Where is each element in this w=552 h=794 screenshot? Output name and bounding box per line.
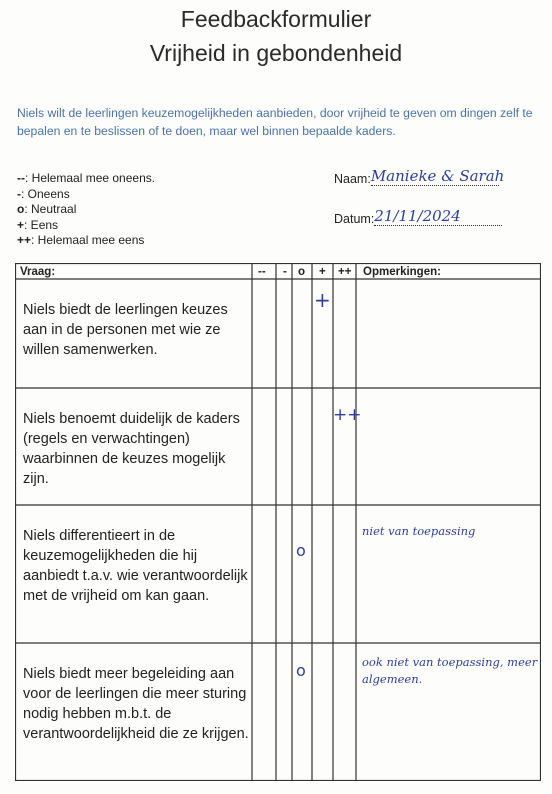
date-value: 21/11/2024 bbox=[374, 207, 461, 225]
rating-mark-strongly-agree: ++ bbox=[333, 405, 362, 425]
intro-text: Niels wilt de leerlingen keuzemogelijkheden aanbieden, door vrijheid te geven om dingen zelf te bepalen en te beslissen of te doen, maar wel binnen bepaalde kaders. bbox=[17, 106, 533, 138]
header-remarks: Opmerkingen: bbox=[363, 266, 441, 278]
form-subtitle: Vrijheid in gebondenheid bbox=[149, 40, 403, 66]
header-agree: + bbox=[319, 266, 326, 278]
rating-legend bbox=[17, 171, 155, 249]
question-1: Niels biedt de leerlingen keuzes aan in de personen met wie ze willen samenwerken. bbox=[23, 302, 228, 358]
rating-mark-neutral: o bbox=[296, 541, 306, 560]
question-2: Niels benoemt duidelijk de kaders (regels en verwachtingen) waarbinnen de keuzes mogelijk zijn. bbox=[23, 411, 240, 487]
date-field[interactable] bbox=[334, 207, 502, 226]
legend-item: --: Helemaal mee oneens. bbox=[17, 171, 156, 185]
header-strongly-disagree: -- bbox=[258, 266, 266, 278]
header-neutral: o bbox=[298, 266, 306, 278]
name-value: Manieke & Sarah bbox=[370, 167, 505, 185]
remark-3: niet van toepassing bbox=[362, 524, 476, 538]
legend-item: ++: Helemaal mee eens bbox=[17, 233, 145, 247]
header-strongly-agree: ++ bbox=[338, 266, 352, 278]
remark-4: ook niet van toepassing, meer algemeen. bbox=[362, 655, 538, 686]
legend-item: +: Eens bbox=[17, 217, 59, 232]
rating-mark-agree: + bbox=[314, 288, 331, 312]
header-disagree: - bbox=[283, 266, 287, 278]
form-title: Feedbackformulier bbox=[180, 6, 372, 32]
date-label: Datum: bbox=[334, 212, 375, 226]
name-field[interactable] bbox=[334, 167, 505, 186]
legend-item: o: Neutraal bbox=[17, 202, 77, 216]
rating-mark-neutral: o bbox=[296, 661, 306, 680]
header-question: Vraag: bbox=[20, 266, 56, 278]
question-4: Niels biedt meer begeleiding aan voor de leerlingen die meer sturing nodig hebben m.b.t. de verantwoordelijkheid die ze krijgen. bbox=[23, 666, 249, 742]
name-label: Naam: bbox=[334, 172, 371, 186]
question-3: Niels differentieert in de keuzemogelijkheden die hij aanbiedt t.a.v. wie verantwoordelijk met de vrijheid om kan gaan. bbox=[23, 528, 248, 604]
legend-item: -: Oneens bbox=[17, 186, 70, 201]
